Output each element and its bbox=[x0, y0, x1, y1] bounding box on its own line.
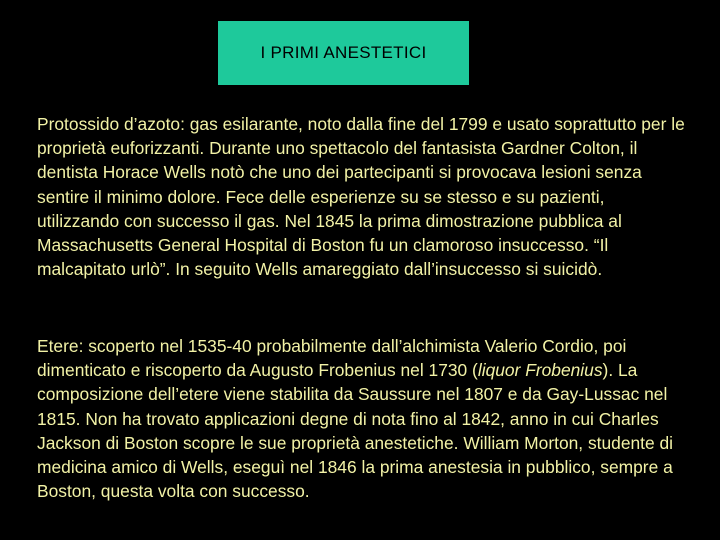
slide-title: I PRIMI ANESTETICI bbox=[260, 43, 427, 62]
liquor-frobenius-italic: liquor Frobenius bbox=[477, 360, 603, 381]
paragraph-ether bbox=[37, 334, 687, 503]
paragraph-nitrous-oxide: Protossido d’azoto: gas esilarante, noto dalla fine del 1799 e usato soprattutto per le proprietà euforizzanti. Durante uno spettacolo del fantasista Gardner Colton, il dentista Horace Wells notò che uno dei partecipanti si provocava lesioni senza sentire il minimo dolore. Fece delle esperienze su se stesso e su pazienti, utilizzando con successo il gas. Nel 1845 la prima dimostrazione pubblica al Massachusetts General Hospital di Boston fu un clamoroso insuccesso. “Il malcapitato urlò”. In seguito Wells amareggiato dall’insuccesso si suicidò. bbox=[37, 114, 685, 280]
title-box bbox=[218, 21, 469, 85]
paragraph-ether-part2: ). La composizione dell’etere viene stabilita da Saussure nel 1807 e da Gay-Lussac nel 1815. Non ha trovato applicazioni degne di nota fino al 1842, anno in cui Charles Jackson di Boston scopre le sue proprietà anestetiche. William Morton, studente di medicina amico di Wells, eseguì nel 1846 la prima anestesia in pubblico, sempre a Boston, questa volta con successo. bbox=[37, 360, 674, 502]
paragraph-ether-part1: Etere: scoperto nel 1535-40 probabilmente dall’alchimista Valerio Cordio, poi dimenticato e riscoperto da Augusto Frobenius nel 1730 ( bbox=[37, 336, 627, 381]
